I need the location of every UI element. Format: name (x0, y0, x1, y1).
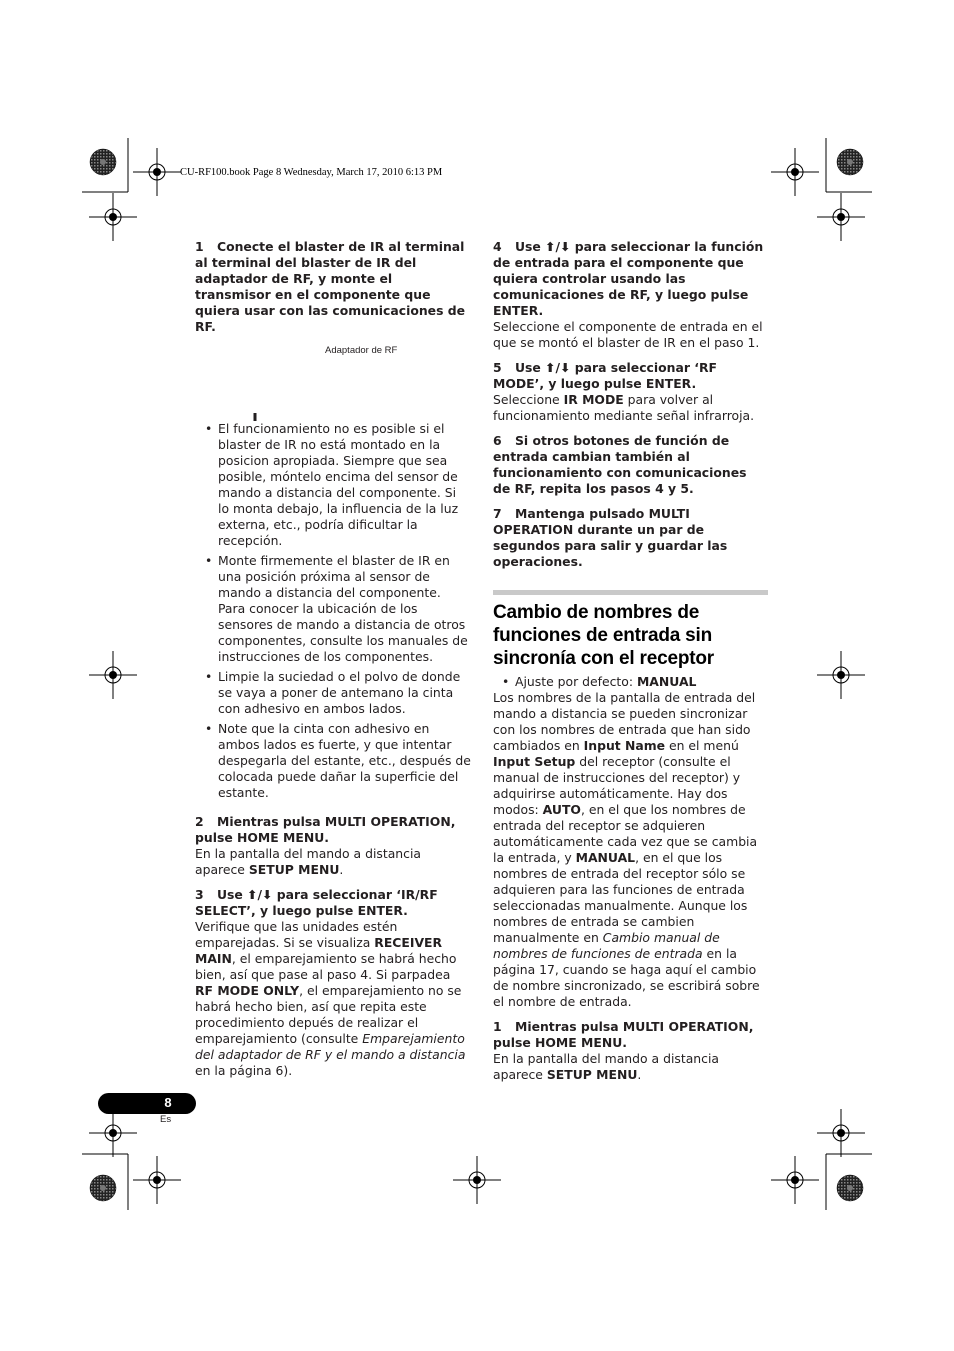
rf-adapter-diagram (195, 335, 471, 421)
registration-mark-icon (817, 651, 865, 699)
step-2-body: En la pantalla del mando a distancia aparece SETUP MENU. (195, 846, 421, 877)
color-star-icon (837, 1175, 863, 1201)
registration-mark-icon (453, 1156, 501, 1204)
color-star-icon (90, 149, 116, 175)
registration-mark-icon (817, 193, 865, 241)
page-language: Es (160, 1114, 172, 1125)
step-1: 1 Conecte el blaster de IR al terminal al terminal del blaster de IR del adaptador de RF, y monte el transmisor en el componente que quiera usar con las comunicaciones de RF. (195, 239, 466, 334)
section-rule (493, 590, 768, 595)
registration-mark-icon (89, 1109, 137, 1157)
left-column (195, 239, 471, 1079)
right-column (493, 239, 768, 1083)
section-title: Cambio de nombres de funciones de entrada sin sincronía con el receptor (493, 602, 714, 669)
print-header: CU-RF100.book Page 8 Wednesday, March 17, 2010 6:13 PM (180, 167, 443, 178)
step-3: 3 Use ⬆/⬇ para seleccionar ‘IR/RF SELECT’, y luego pulse ENTER. (195, 887, 438, 918)
rf-adapter-illustration (195, 335, 471, 421)
step-5: 5 Use ⬆/⬇ para seleccionar ‘RF MODE’, y luego pulse ENTER. (493, 360, 717, 391)
step-4: 4 Use ⬆/⬇ para seleccionar la función de entrada para el componente que quiera controlar usando las comunicaciones de RF, y luego pulse ENTER. (493, 239, 764, 318)
default-setting: • Ajuste por defecto: MANUAL (493, 674, 768, 690)
list-item: • Limpie la suciedad o el polvo de donde se vaya a poner de antemano la cinta con adhesivo en ambos lados. (195, 669, 471, 717)
list-item: • Note que la cinta con adhesivo en ambos lados es fuerte, y que intentar despegarla del estante, etc., después de colocada puede dañar la superficie del estante. (195, 721, 471, 801)
color-star-icon (837, 149, 863, 175)
color-star-icon (90, 1175, 116, 1201)
section-step-1: 1 Mientras pulsa MULTI OPERATION, pulse HOME MENU. (493, 1019, 754, 1050)
registration-mark-icon (89, 193, 137, 241)
section-step-1-body: En la pantalla del mando a distancia aparece SETUP MENU. (493, 1051, 719, 1082)
list-item: • El funcionamiento no es posible si el blaster de IR no está montado en la posicion apropiada. Siempre que sea posible, móntelo encima del sensor de mando a distancia del componente. Si lo monta debajo, la influencia de la luz externa, etc., podría dificultar la recepción. (195, 421, 471, 549)
registration-mark-icon (89, 651, 137, 699)
page-number: 8 (164, 1095, 172, 1110)
step-2: 2 Mientras pulsa MULTI OPERATION, pulse HOME MENU. (195, 814, 456, 845)
registration-mark-icon (771, 148, 819, 196)
up-down-arrow-icon: ⬆/⬇ (545, 360, 571, 375)
diagram-label: Adaptador de RF (325, 345, 398, 356)
up-down-arrow-icon: ⬆/⬇ (247, 887, 273, 902)
list-item: • Monte firmemente el blaster de IR en una posición próxima al sensor de mando a distancia del componente. Para conocer la ubicación de los sensores de mando a distancia de otros componentes, consulte los manuales de instrucciones de los componentes. (195, 553, 471, 665)
step-7: 7 Mantenga pulsado MULTI OPERATION durante un par de segundos para salir y guardar las operaciones. (493, 506, 728, 569)
step-5-body: Seleccione IR MODE para volver al funcionamiento mediante señal infrarroja. (493, 392, 755, 423)
step-4-body: Seleccione el componente de entrada en el que se montó el blaster de IR en el paso 1. (493, 319, 763, 350)
caution-list (195, 421, 471, 801)
step-3-body: Verifique que las unidades estén emparejadas. Si se visualiza RECEIVER MAIN, el emparejamiento se habrá hecho bien, así que pase al paso 4. Si parpadea RF MODE ONLY, el emparejamiento no se habrá hecho bien, así que repita este procedimiento depués de realizar el emparejamiento (consulte Emparejamiento del adaptador de RF y el mando a distancia en la página 6). (195, 919, 466, 1078)
page-number-badge (98, 1093, 196, 1114)
registration-mark-icon (133, 148, 181, 196)
registration-mark-icon (771, 1156, 819, 1204)
registration-mark-icon (133, 1156, 181, 1204)
step-6: 6 Si otros botones de función de entrada cambian también al funcionamiento con comunicaciones de RF, repita los pasos 4 y 5. (493, 433, 747, 496)
registration-mark-icon (817, 1109, 865, 1157)
up-down-arrow-icon: ⬆/⬇ (545, 239, 571, 254)
section-paragraph: Los nombres de la pantalla de entrada del mando a distancia se pueden sincronizar con los nombres de entrada que han sido cambiados en Input Name en el menú Input Setup del receptor (consulte el manual de instrucciones del receptor) y adquirirse automáticamente. Hay dos modos: AUTO, en el que los nombres de entrada del receptor se adquieren automáticamente cada vez que se cambia la entrada, y MANUAL, en el que los nombres de entrada del receptor sólo se adquieren para las funciones de entrada seleccionadas manualmente. Aunque los nombres de entrada se cambien manualmente en Cambio manual de nombres de funciones de entrada en la página 17, cuando se haga aquí el cambio de nombre sincronizado, se escribirá sobre el nombre de entrada. (493, 690, 760, 1009)
